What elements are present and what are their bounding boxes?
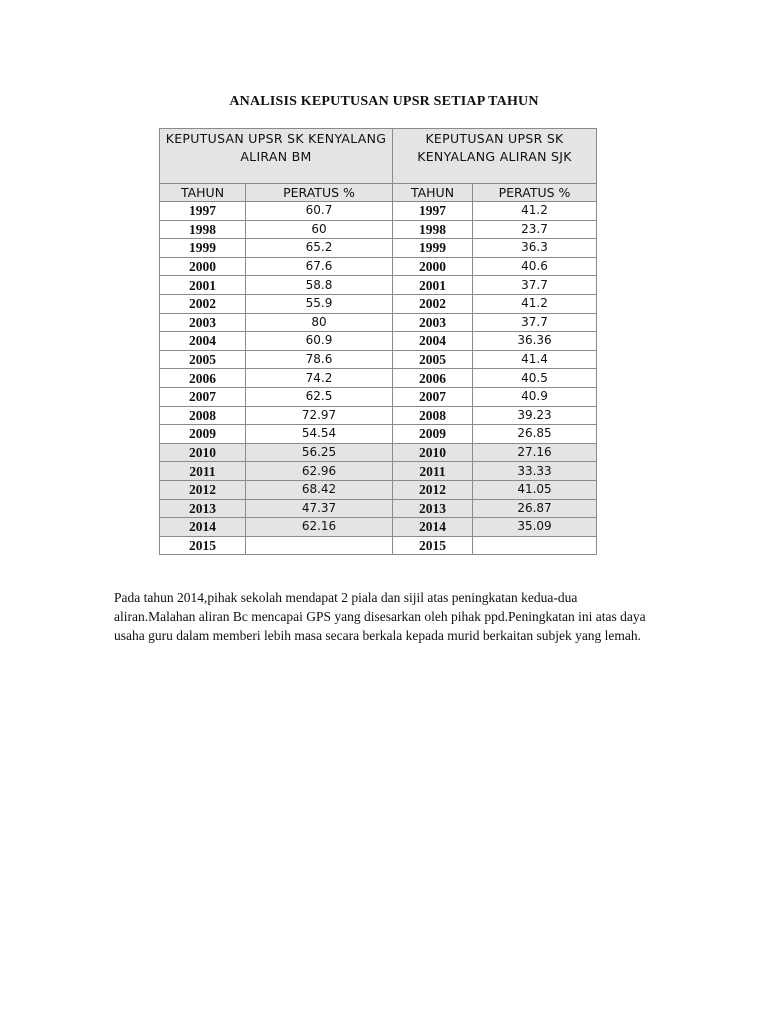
summary-paragraph: Pada tahun 2014,pihak sekolah mendapat 2 piala dan sijil atas peningkatan kedua-dua aliran.Malahan aliran Bc mencapai GPS yang disesarkan oleh pihak ppd.Peningkatan ini atas daya usaha guru dalam memberi lebih masa secara berkala kepada murid berkaitan subjek yang lemah. — [114, 590, 646, 643]
cell-percent-sjk — [473, 536, 597, 555]
cell-percent-bm: 67.6 — [246, 257, 393, 276]
table-row — [160, 350, 597, 369]
table-row — [160, 387, 597, 406]
cell-year-sjk: 2013 — [393, 499, 473, 518]
cell-percent-bm: 74.2 — [246, 369, 393, 388]
cell-year-sjk: 2008 — [393, 406, 473, 425]
cell-year-bm: 2011 — [160, 462, 246, 481]
cell-year-sjk: 2004 — [393, 332, 473, 351]
cell-percent-sjk: 41.05 — [473, 480, 597, 499]
column-header-year-sjk: TAHUN — [393, 184, 473, 202]
cell-percent-sjk: 33.33 — [473, 462, 597, 481]
cell-year-bm: 2002 — [160, 294, 246, 313]
cell-year-sjk: 2015 — [393, 536, 473, 555]
cell-year-bm: 2004 — [160, 332, 246, 351]
cell-percent-sjk: 40.6 — [473, 257, 597, 276]
table-row — [160, 332, 597, 351]
cell-percent-bm: 72.97 — [246, 406, 393, 425]
cell-year-sjk: 1998 — [393, 220, 473, 239]
cell-percent-bm: 58.8 — [246, 276, 393, 295]
cell-percent-bm: 62.5 — [246, 387, 393, 406]
group-header-sjk: KEPUTUSAN UPSR SK KENYALANG ALIRAN SJK — [393, 129, 597, 184]
table-row — [160, 257, 597, 276]
column-header-year-bm: TAHUN — [160, 184, 246, 202]
cell-year-sjk: 2003 — [393, 313, 473, 332]
table-row — [160, 462, 597, 481]
cell-percent-bm: 60.9 — [246, 332, 393, 351]
table-row — [160, 276, 597, 295]
cell-percent-sjk: 27.16 — [473, 443, 597, 462]
cell-percent-sjk: 40.9 — [473, 387, 597, 406]
cell-year-sjk: 2006 — [393, 369, 473, 388]
cell-percent-bm: 54.54 — [246, 425, 393, 444]
cell-percent-bm: 78.6 — [246, 350, 393, 369]
cell-year-bm: 1997 — [160, 202, 246, 221]
cell-year-bm: 2008 — [160, 406, 246, 425]
cell-year-sjk: 2001 — [393, 276, 473, 295]
cell-year-bm: 2005 — [160, 350, 246, 369]
cell-year-sjk: 2000 — [393, 257, 473, 276]
cell-percent-bm: 80 — [246, 313, 393, 332]
cell-year-bm: 2000 — [160, 257, 246, 276]
cell-year-sjk: 2002 — [393, 294, 473, 313]
cell-year-sjk: 2009 — [393, 425, 473, 444]
cell-year-sjk: 1999 — [393, 239, 473, 258]
cell-year-bm: 1998 — [160, 220, 246, 239]
cell-year-bm: 2001 — [160, 276, 246, 295]
table-row — [160, 425, 597, 444]
cell-year-sjk: 2012 — [393, 480, 473, 499]
cell-percent-bm: 47.37 — [246, 499, 393, 518]
cell-percent-bm: 56.25 — [246, 443, 393, 462]
cell-year-sjk: 2005 — [393, 350, 473, 369]
cell-percent-sjk: 36.3 — [473, 239, 597, 258]
cell-year-bm: 2013 — [160, 499, 246, 518]
cell-percent-bm: 55.9 — [246, 294, 393, 313]
column-header-percent-sjk: PERATUS % — [473, 184, 597, 202]
cell-percent-sjk: 26.87 — [473, 499, 597, 518]
table-row — [160, 369, 597, 388]
cell-year-sjk: 1997 — [393, 202, 473, 221]
cell-year-bm: 2010 — [160, 443, 246, 462]
table-row — [160, 220, 597, 239]
cell-percent-sjk: 23.7 — [473, 220, 597, 239]
table-row — [160, 313, 597, 332]
cell-year-bm: 2012 — [160, 480, 246, 499]
document-title: ANALISIS KEPUTUSAN UPSR SETIAP TAHUN — [229, 94, 539, 109]
cell-year-sjk: 2007 — [393, 387, 473, 406]
cell-percent-sjk: 37.7 — [473, 313, 597, 332]
cell-percent-bm: 65.2 — [246, 239, 393, 258]
cell-year-sjk: 2010 — [393, 443, 473, 462]
cell-year-bm: 2009 — [160, 425, 246, 444]
column-header-percent-bm: PERATUS % — [246, 184, 393, 202]
cell-year-bm: 2006 — [160, 369, 246, 388]
table-row — [160, 202, 597, 221]
table-row — [160, 443, 597, 462]
table-body — [160, 202, 597, 555]
cell-percent-sjk: 39.23 — [473, 406, 597, 425]
cell-percent-sjk: 36.36 — [473, 332, 597, 351]
cell-year-bm: 2014 — [160, 518, 246, 537]
cell-percent-sjk: 41.2 — [473, 294, 597, 313]
cell-percent-bm: 68.42 — [246, 480, 393, 499]
cell-year-sjk: 2011 — [393, 462, 473, 481]
cell-percent-bm — [246, 536, 393, 555]
cell-percent-sjk: 35.09 — [473, 518, 597, 537]
table-row — [160, 406, 597, 425]
results-table — [159, 128, 597, 555]
cell-percent-sjk: 41.2 — [473, 202, 597, 221]
cell-year-bm: 2003 — [160, 313, 246, 332]
group-header-bm: KEPUTUSAN UPSR SK KENYALANG ALIRAN BM — [160, 129, 393, 184]
table-row — [160, 518, 597, 537]
cell-percent-bm: 62.16 — [246, 518, 393, 537]
cell-percent-bm: 60.7 — [246, 202, 393, 221]
cell-percent-sjk: 26.85 — [473, 425, 597, 444]
cell-percent-bm: 60 — [246, 220, 393, 239]
cell-year-bm: 2007 — [160, 387, 246, 406]
table-row — [160, 239, 597, 258]
table-row — [160, 536, 597, 555]
cell-percent-sjk: 41.4 — [473, 350, 597, 369]
cell-percent-bm: 62.96 — [246, 462, 393, 481]
cell-year-sjk: 2014 — [393, 518, 473, 537]
cell-year-bm: 1999 — [160, 239, 246, 258]
cell-percent-sjk: 37.7 — [473, 276, 597, 295]
table-row — [160, 499, 597, 518]
table-row — [160, 294, 597, 313]
table-row — [160, 480, 597, 499]
cell-percent-sjk: 40.5 — [473, 369, 597, 388]
cell-year-bm: 2015 — [160, 536, 246, 555]
